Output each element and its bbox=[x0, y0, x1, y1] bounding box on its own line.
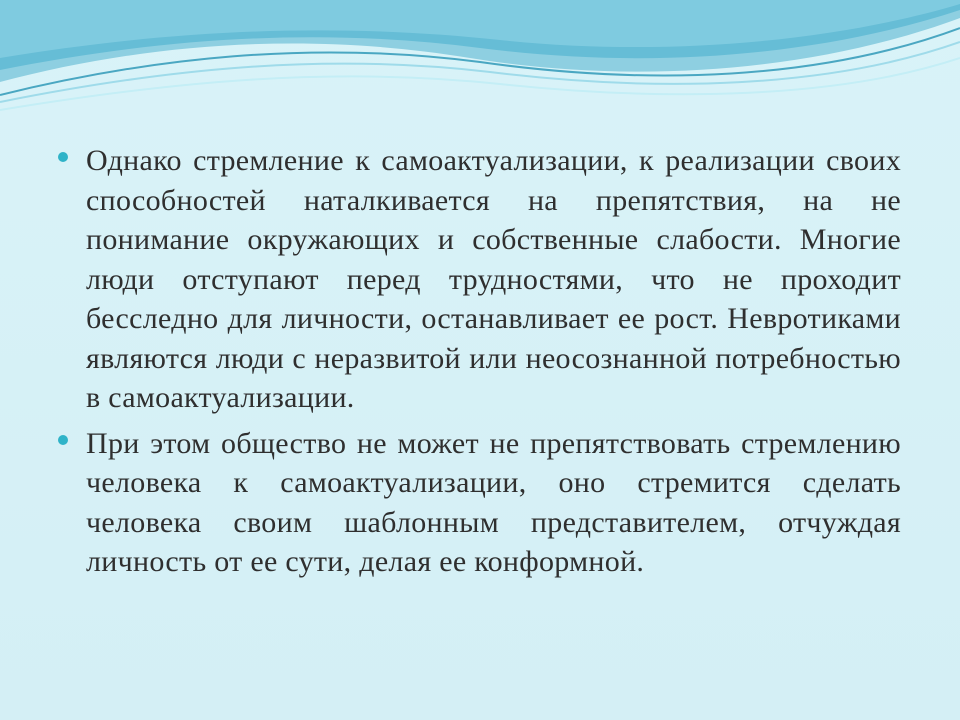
bullet-dot-icon bbox=[58, 152, 68, 162]
bullet-text: При этом общество не может не препятствовать стремлению человека к самоактуализации, оно стремится сделать человека своим шаблонным представителем, отчуждая личность от ее сути, делая ее конформной. bbox=[86, 426, 901, 578]
bullet-item-2 bbox=[58, 424, 901, 582]
bullet-item-1 bbox=[58, 141, 901, 418]
bullet-dot-icon bbox=[58, 435, 68, 445]
bullet-text: Однако стремление к самоактуализации, к реализации своих способностей наталкивается на препятствия, на не понимание окружающих и собственные слабости. Многие люди отступают перед трудностями, что не проходит бесследно для личности, останавливает ее рост. Невротиками являются люди с неразвитой или неосознанной потребностью в самоактуализации. bbox=[86, 144, 901, 414]
header-wave-decoration bbox=[0, 0, 960, 130]
slide-body bbox=[58, 141, 901, 588]
